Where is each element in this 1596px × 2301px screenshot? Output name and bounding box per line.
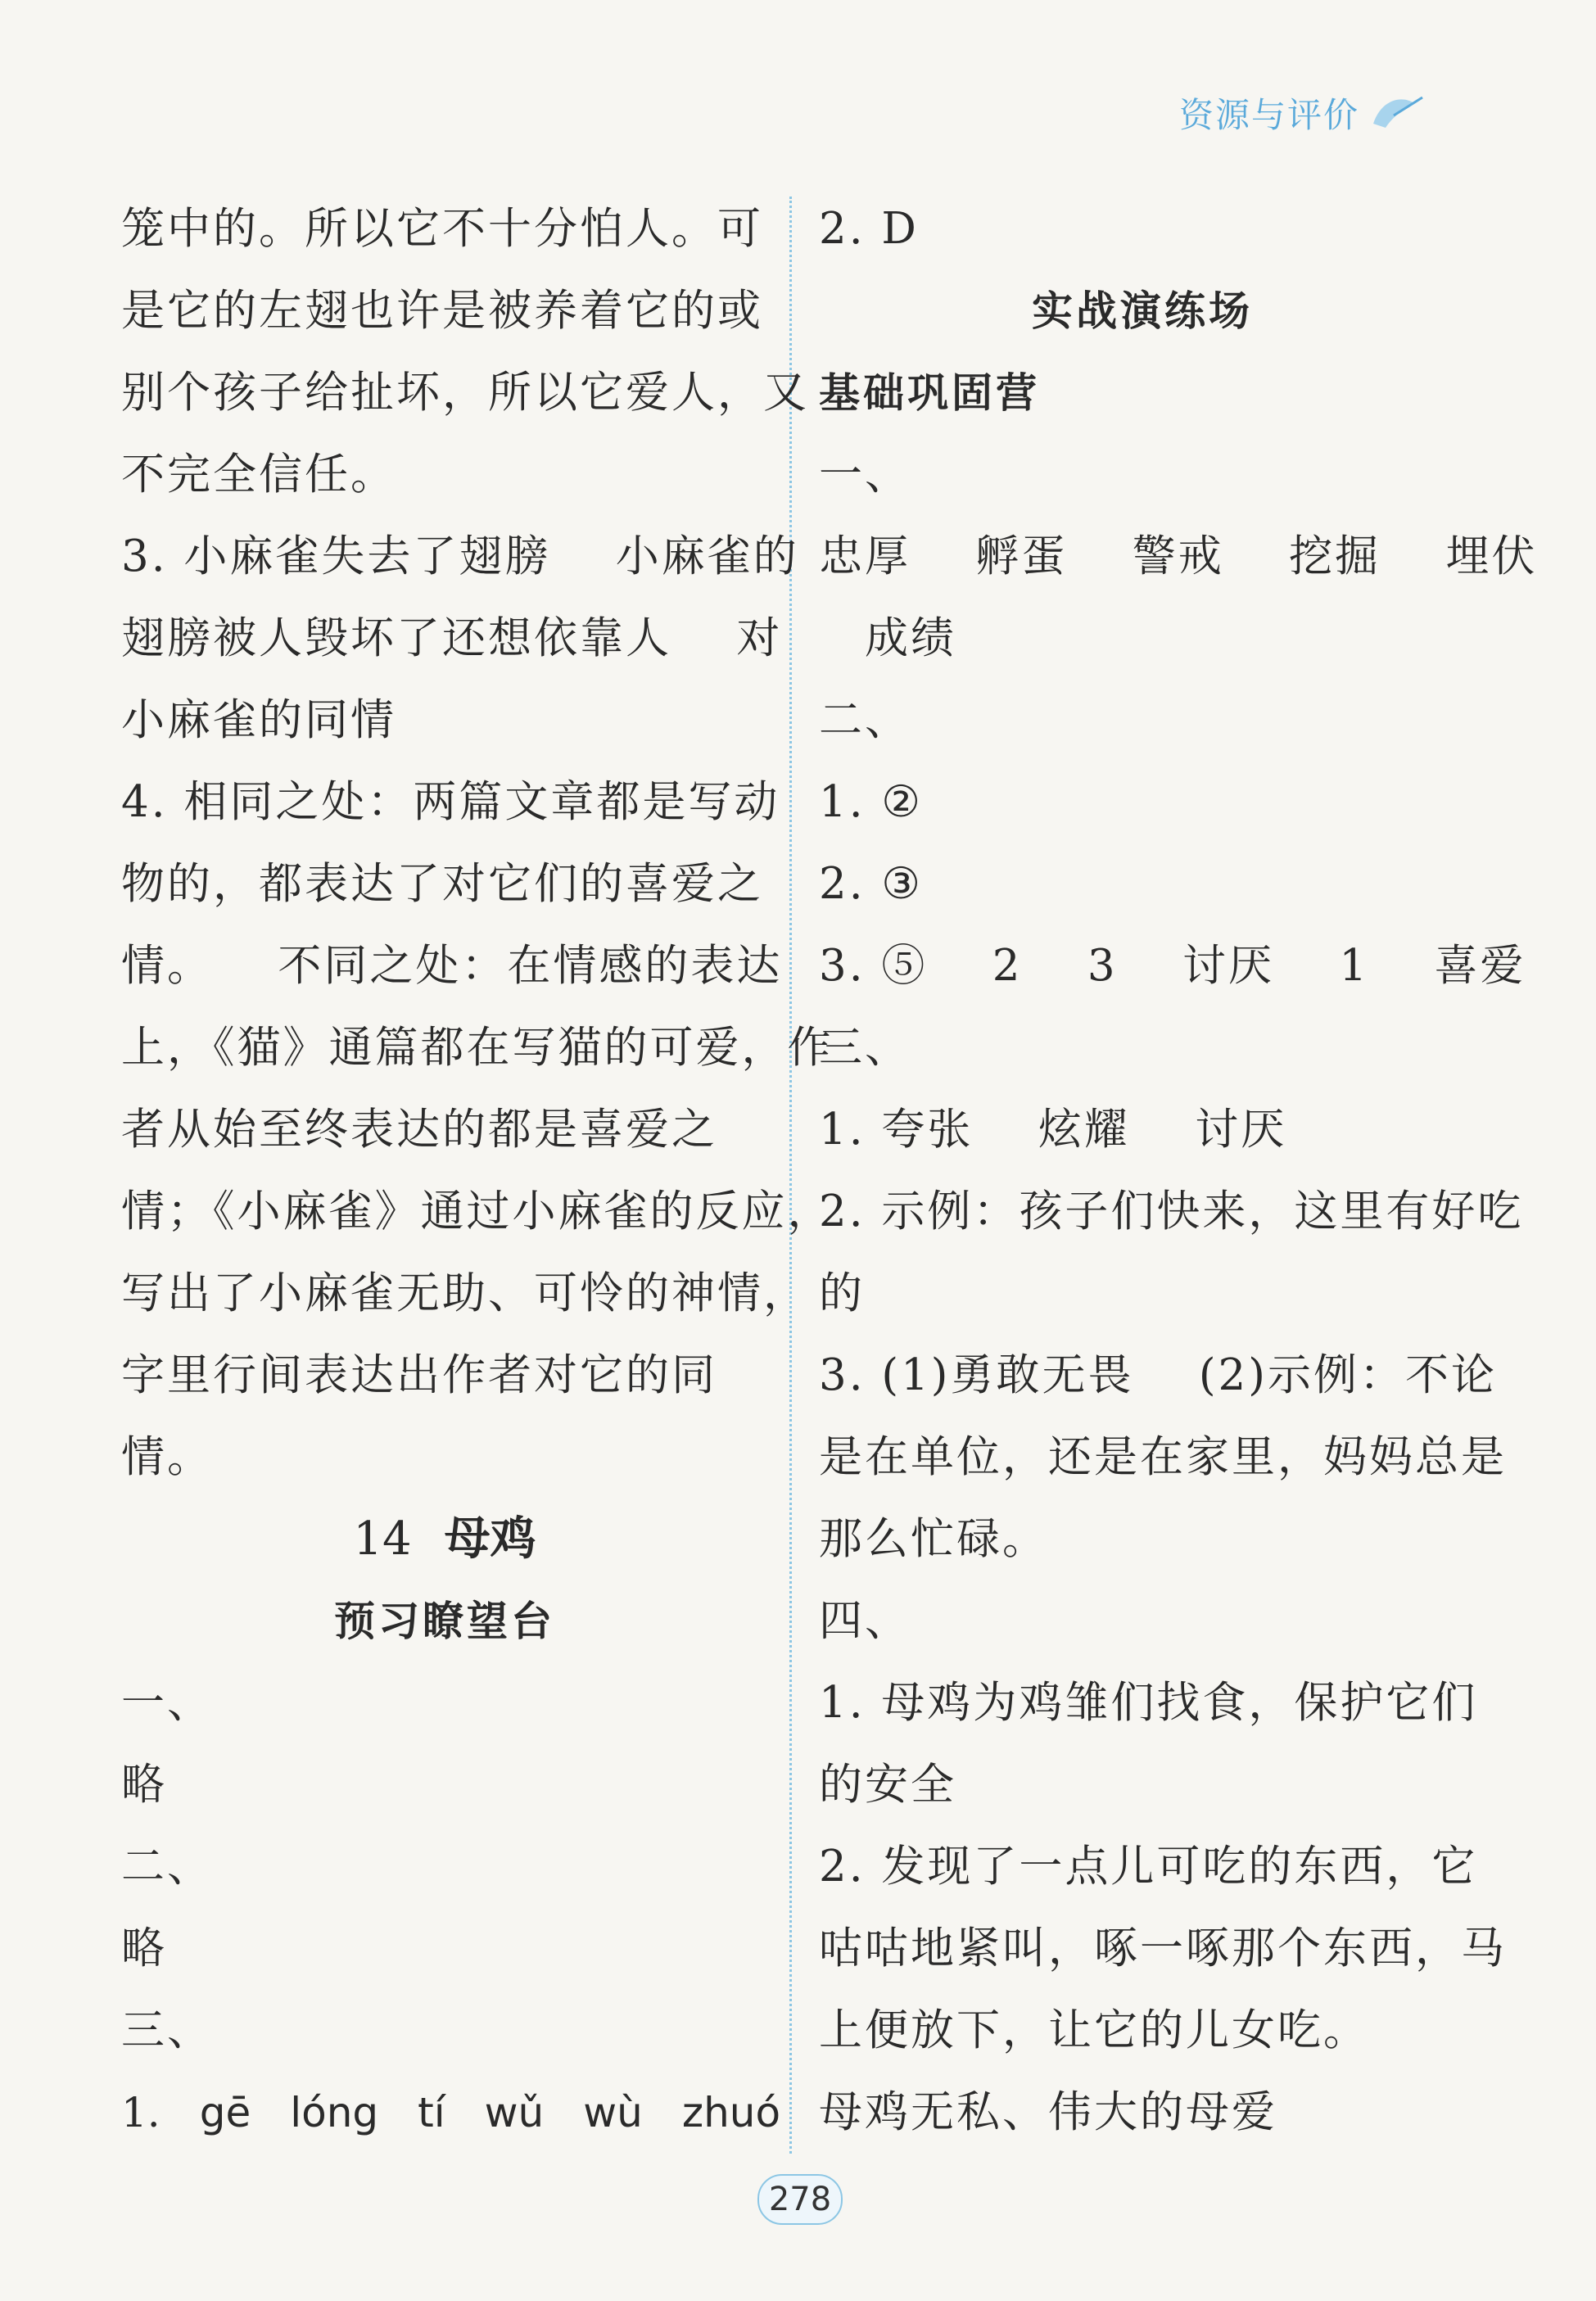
section-heading: 预习瞭望台 <box>334 1598 555 1645</box>
pinyin-syllable: wù <box>583 2089 643 2136</box>
pinyin-syllable: gē <box>199 2089 251 2136</box>
text-line: 1. 母鸡为鸡雏们找食，保护它们 <box>819 1678 1478 1728</box>
header-title: 资源与评价 <box>1179 95 1360 135</box>
text-line: 那么忙碌。 <box>819 1514 1048 1564</box>
text-line: 忠厚 孵蛋 警戒 挖掘 埋伏 <box>819 531 1538 581</box>
text-line: 上，《猫》通篇都在写猫的可爱，作 <box>121 1023 834 1073</box>
pinyin-syllable: lóng <box>290 2089 379 2136</box>
text-line: 三、 <box>819 1023 911 1073</box>
header <box>1179 88 1426 138</box>
text-line: 上便放下，让它的儿女吃。 <box>819 2005 1369 2055</box>
text-line: 物的，都表达了对它们的喜爱之 <box>121 859 763 909</box>
text-line: 成绩 <box>865 613 956 663</box>
leaf-icon <box>1369 91 1426 135</box>
text-line: 不完全信任。 <box>121 450 396 500</box>
text-line: 别个孩子给扯坏，所以它爱人，又 <box>121 368 809 418</box>
text-line: 略 <box>121 1924 167 1973</box>
subsection-heading: 基础巩固营 <box>819 369 1040 417</box>
text-line: 1. 夸张 炫耀 讨厌 <box>819 1105 1287 1155</box>
text-line: 3. 小麻雀失去了翅膀 小麻雀的 <box>121 531 799 581</box>
text-line: 3. (1)勇敢无畏 (2)示例：不论 <box>819 1350 1497 1400</box>
lesson-title <box>121 1499 768 1580</box>
text-line: 一、 <box>121 1678 213 1728</box>
text-line: 2. 发现了一点儿可吃的东西，它 <box>819 1842 1478 1892</box>
pinyin-number: 1. <box>121 2089 161 2136</box>
pinyin-syllable: wǔ <box>484 2089 545 2136</box>
text-line: 三、 <box>121 2005 213 2055</box>
text-line: 2. 示例：孩子们快来，这里有好吃 <box>819 1187 1524 1236</box>
pinyin-syllable: tí <box>418 2089 445 2136</box>
text-line: 笼中的。所以它不十分怕人。可 <box>121 204 763 254</box>
section-heading: 实战演练场 <box>1032 287 1253 335</box>
text-line: 4. 相同之处：两篇文章都是写动 <box>121 777 780 827</box>
column-divider <box>789 197 792 2154</box>
text-line: 情。 不同之处：在情感的表达 <box>121 941 783 991</box>
page-number: 278 <box>757 2174 843 2225</box>
text-line: 1. ② <box>819 777 923 827</box>
text-line: 2. D <box>819 204 919 254</box>
text-line: 2. ③ <box>819 859 923 909</box>
right-column <box>819 188 1538 2154</box>
text-line: 母鸡无私、伟大的母爱 <box>819 2087 1277 2137</box>
pinyin-line <box>121 2072 781 2154</box>
text-line: 情；《小麻雀》通过小麻雀的反应， <box>121 1187 834 1236</box>
pinyin-syllable: zhuó <box>681 2089 781 2136</box>
text-line: 小麻雀的同情 <box>121 695 396 745</box>
text-line: 3. ⑤ 2 3 讨厌 1 喜爱 <box>819 941 1526 991</box>
text-line: 的安全 <box>819 1760 956 1810</box>
text-line: 的 <box>819 1268 865 1318</box>
text-line: 情。 <box>121 1432 213 1482</box>
text-line: 是它的左翅也许是被养着它的或 <box>121 286 763 336</box>
text-line: 一、 <box>819 450 911 500</box>
text-line: 者从始至终表达的都是喜爱之 <box>121 1105 717 1155</box>
text-line: 是在单位，还是在家里，妈妈总是 <box>819 1432 1507 1482</box>
text-line: 二、 <box>121 1842 213 1892</box>
text-line: 咕咕地紧叫，啄一啄那个东西，马 <box>819 1924 1507 1973</box>
text-line: 字里行间表达出作者对它的同 <box>121 1350 717 1400</box>
left-column <box>121 188 834 2154</box>
text-line: 略 <box>121 1760 167 1810</box>
lesson-name: 母鸡 <box>444 1512 536 1566</box>
text-line: 写出了小麻雀无助、可怜的神情， <box>121 1268 809 1318</box>
text-line: 四、 <box>819 1596 911 1646</box>
text-line: 二、 <box>819 695 911 745</box>
lesson-number: 14 <box>353 1512 412 1566</box>
text-line: 翅膀被人毁坏了还想依靠人 对 <box>121 613 783 663</box>
